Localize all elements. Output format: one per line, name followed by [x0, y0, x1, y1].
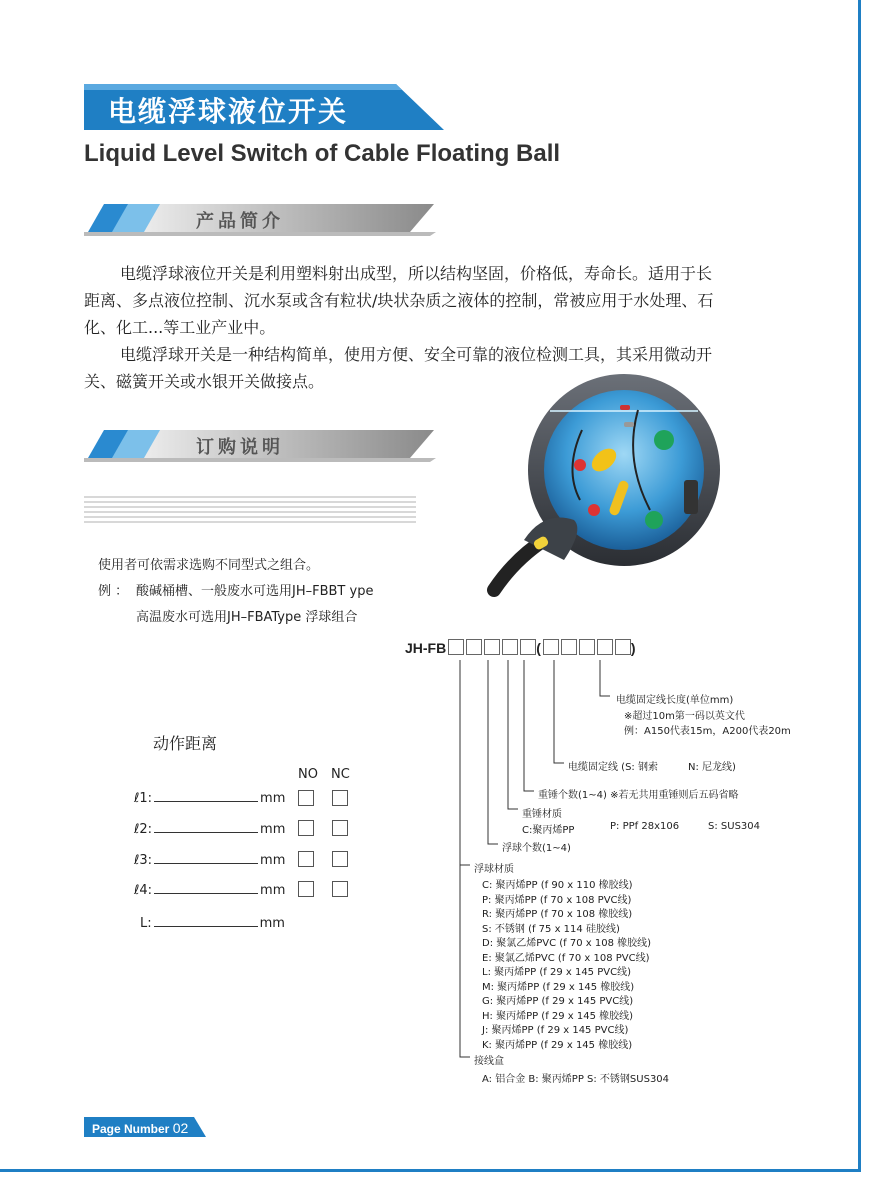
section-label-intro: 产品简介 — [196, 211, 284, 232]
distance-row-3 — [134, 851, 285, 868]
label-cable-fix-n: N: 尼龙线) — [688, 762, 736, 773]
float-item: D: 聚氯乙烯PVC (f 70 x 108 橡胶线) — [482, 938, 652, 949]
ell-symbol: ℓ — [134, 883, 140, 898]
float-item: R: 聚丙烯PP (f 70 x 108 橡胶线) — [482, 909, 633, 920]
nc-checkbox[interactable] — [332, 881, 348, 897]
float-item: E: 聚氯乙烯PVC (f 70 x 108 PVC线) — [482, 952, 650, 964]
intro-line: 关、磁簧开关或水银开关做接点。 — [84, 372, 325, 391]
order-note-1: 使用者可依需求选购不同型式之组合。 — [98, 558, 320, 573]
label-cable-fix: 电缆固定线 (S: 钢索 — [568, 762, 658, 773]
label-weight-p: P: PPf 28x106 — [610, 821, 680, 832]
distance-blank[interactable] — [154, 914, 258, 927]
float-item: C: 聚丙烯PP (f 90 x 110 橡胶线) — [482, 880, 633, 891]
row-label: 4: — [139, 883, 153, 898]
model-paren-open: ( — [536, 640, 541, 656]
row-label: 3: — [139, 853, 153, 868]
ell-symbol: ℓ — [134, 822, 140, 837]
row-label: L: — [140, 916, 152, 931]
no-header: NO — [298, 767, 318, 782]
ell-symbol: ℓ — [134, 853, 140, 868]
unit: mm — [260, 791, 286, 806]
distance-blank[interactable] — [154, 789, 258, 802]
ell-symbol: ℓ — [134, 791, 140, 806]
float-item: G: 聚丙烯PP (f 29 x 145 PVC线) — [482, 996, 634, 1007]
no-checkbox[interactable] — [298, 881, 314, 897]
distance-title: 动作距离 — [153, 734, 218, 753]
model-paren-close: ) — [630, 640, 636, 656]
float-item: P: 聚丙烯PP (f 70 x 108 PVC线) — [482, 894, 632, 906]
page-label: Page Number — [92, 1122, 170, 1136]
label-junction-items: A: 铝合金 B: 聚丙烯PP S: 不锈钢SUS304 — [482, 1074, 670, 1085]
order-note-2: 酸碱桶槽、一般废水可选用JH–FBBT ype — [136, 584, 374, 599]
nc-header: NC — [331, 767, 350, 782]
float-item: H: 聚丙烯PP (f 29 x 145 橡胶线) — [482, 1010, 634, 1022]
page-number — [92, 1120, 188, 1136]
label-float-count: 浮球个数(1~4) — [502, 843, 571, 854]
section-label-order: 订购说明 — [196, 437, 284, 458]
unit: mm — [260, 822, 286, 837]
unit: mm — [259, 916, 285, 931]
page-num: 02 — [172, 1120, 189, 1136]
label-cable-length-note2: 例：A150代表15m，A200代表20m — [624, 726, 791, 737]
distance-row-4 — [134, 881, 285, 898]
order-note-prefix: 例 ： — [98, 584, 129, 599]
title-en: Liquid Level Switch of Cable Floating Ball — [84, 140, 561, 167]
label-float-material: 浮球材质 — [474, 864, 514, 875]
row-label: 1: — [139, 791, 153, 806]
float-item: J: 聚丙烯PP (f 29 x 145 PVC线) — [482, 1025, 629, 1036]
no-checkbox[interactable] — [298, 851, 314, 867]
intro-line: 电缆浮球开关是一种结构简单，使用方便、安全可靠的液位检测工具，其采用微动开 — [120, 345, 713, 364]
label-weight-material: 重锤材质 — [522, 809, 562, 820]
float-material-list — [482, 876, 651, 1050]
no-checkbox[interactable] — [298, 790, 314, 806]
model-prefix: JH-FB — [405, 640, 447, 656]
nc-checkbox[interactable] — [332, 851, 348, 867]
order-note-3: 高温废水可选用JH–FBAType 浮球组合 — [136, 610, 358, 625]
page-number-badge — [84, 1117, 206, 1137]
unit: mm — [260, 853, 286, 868]
float-item: S: 不锈钢 (f 75 x 114 硅胶线) — [482, 923, 620, 935]
nc-checkbox[interactable] — [332, 820, 348, 836]
float-item: M: 聚丙烯PP (f 29 x 145 橡胶线) — [482, 981, 635, 993]
distance-row-2 — [134, 820, 285, 837]
distance-row-1 — [134, 789, 285, 806]
label-cable-length: 电缆固定线长度(单位mm) — [616, 695, 734, 706]
distance-blank[interactable] — [154, 820, 258, 833]
intro-line: 距离、多点液位控制、沉水泵或含有粒状/块状杂质之液体的控制，常被应用于水处理、石 — [84, 291, 714, 310]
label-junction: 接线盒 — [474, 1056, 504, 1067]
no-checkbox[interactable] — [298, 820, 314, 836]
float-item: L: 聚丙烯PP (f 29 x 145 PVC线) — [482, 967, 631, 978]
float-item: K: 聚丙烯PP (f 29 x 145 橡胶线) — [482, 1039, 633, 1051]
intro-line: 化、化工...等工业产业中。 — [84, 318, 276, 337]
distance-blank[interactable] — [154, 881, 258, 894]
label-weight-s: S: SUS304 — [708, 821, 760, 832]
label-weight-c: C:聚丙烯PP — [522, 825, 575, 836]
label-cable-length-note1: ※超过10m第一码以英文代 — [624, 711, 745, 722]
nc-checkbox[interactable] — [332, 790, 348, 806]
title-cn: 电缆浮球液位开关 — [108, 95, 349, 128]
intro-line: 电缆浮球液位开关是利用塑料射出成型，所以结构坚固，价格低，寿命长。适用于长 — [120, 264, 713, 283]
row-label: 2: — [139, 822, 153, 837]
unit: mm — [260, 883, 286, 898]
distance-blank[interactable] — [154, 851, 258, 864]
distance-row-total — [140, 914, 285, 931]
label-weight-count: 重锤个数(1~4) ※若无共用重锤则后五码省略 — [538, 790, 739, 801]
